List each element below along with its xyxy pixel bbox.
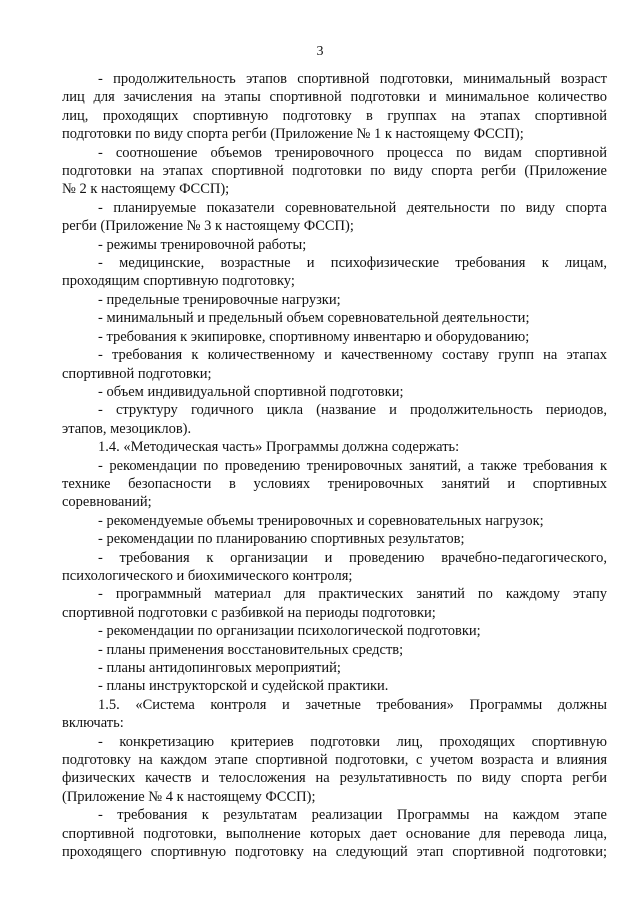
text-line: - требования к количественному и качественному составу групп на этапах <box>98 347 607 364</box>
text-line: подготовку на каждом этапе спортивной подготовки, с учетом возраста и влияния <box>62 752 607 769</box>
text-line: - рекомендации по проведению тренировочных занятий, а также требования к <box>98 457 607 474</box>
document-body <box>62 70 607 861</box>
text-line: - планируемые показатели соревновательной деятельности по виду спорта <box>98 199 607 216</box>
page-number: 3 <box>316 44 324 59</box>
text-line: (Приложение № 4 к настоящему ФССП); <box>62 788 316 805</box>
text-line: - программный материал для практических занятий по каждому этапу <box>98 586 607 603</box>
text-line: спортивной подготовки; <box>62 365 212 382</box>
text-line: подготовки на этапах спортивной подготовки по виду спорта регби (Приложение <box>62 163 607 180</box>
text-line: физических качеств и телосложения на результативность по виду спорта регби <box>62 770 607 787</box>
text-line: - рекомендации по организации психологической подготовки; <box>98 623 481 640</box>
text-line: - требования к результатам реализации Программы на каждом этапе <box>98 807 607 824</box>
text-line: лиц, проходящих спортивную подготовку в группах на этапах спортивной <box>62 107 607 124</box>
text-line: - планы антидопинговых мероприятий; <box>98 660 341 676</box>
text-line: подготовки по виду спорта регби (Приложение № 1 к настоящему ФССП); <box>62 126 524 143</box>
text-line: спортивной подготовки, выполнение которых дает основание для перевода лица, <box>62 825 607 842</box>
text-line: - объем индивидуальной спортивной подготовки; <box>98 383 404 400</box>
text-line: - конкретизацию критериев подготовки лиц, проходящих спортивную <box>98 733 607 750</box>
text-line: 1.4. «Методическая часть» Программы должна содержать: <box>98 439 460 456</box>
text-line: регби (Приложение № 3 к настоящему ФССП); <box>62 218 354 235</box>
text-line: - медицинские, возрастные и психофизические требования к лицам, <box>98 255 607 272</box>
text-line: № 2 к настоящему ФССП); <box>62 181 230 198</box>
text-line: лиц для зачисления на этапы спортивной подготовки и минимальное количество <box>62 89 607 106</box>
text-line: проходящего спортивную подготовку на следующий этап спортивной подготовки; <box>62 844 607 861</box>
text-line: - требования к организации и проведению врачебно-педагогического, <box>98 549 607 566</box>
text-line: - соотношение объемов тренировочного процесса по видам спортивной <box>98 144 607 161</box>
text-line: соревнований; <box>62 494 152 511</box>
text-line: - продолжительность этапов спортивной подготовки, минимальный возраст <box>98 71 607 87</box>
text-line: - режимы тренировочной работы; <box>98 236 307 253</box>
text-line: - структуру годичного цикла (название и продолжительность периодов, <box>98 402 607 419</box>
text-line: - требования к экипировке, спортивному инвентарю и оборудованию; <box>98 328 530 345</box>
text-line: - предельные тренировочные нагрузки; <box>98 291 341 308</box>
text-line: психологического и биохимического контроля; <box>62 567 353 584</box>
text-line: технике безопасности в условиях тренировочных занятий и спортивных <box>62 475 607 492</box>
text-line: - планы применения восстановительных средств; <box>98 641 404 658</box>
text-line: 1.5. «Система контроля и зачетные требования» Программы должны <box>98 696 607 713</box>
text-line: - минимальный и предельный объем соревновательной деятельности; <box>98 310 530 327</box>
text-line: включать: <box>62 715 124 732</box>
text-line: спортивной подготовки с разбивкой на периоды подготовки; <box>62 604 436 621</box>
text-line: - планы инструкторской и судейской практики. <box>98 678 389 695</box>
text-line: проходящим спортивную подготовку; <box>62 273 295 290</box>
text-line: - рекомендации по планированию спортивных результатов; <box>98 531 465 548</box>
text-line: - рекомендуемые объемы тренировочных и соревновательных нагрузок; <box>98 512 544 529</box>
text-line: этапов, мезоциклов). <box>62 420 192 437</box>
